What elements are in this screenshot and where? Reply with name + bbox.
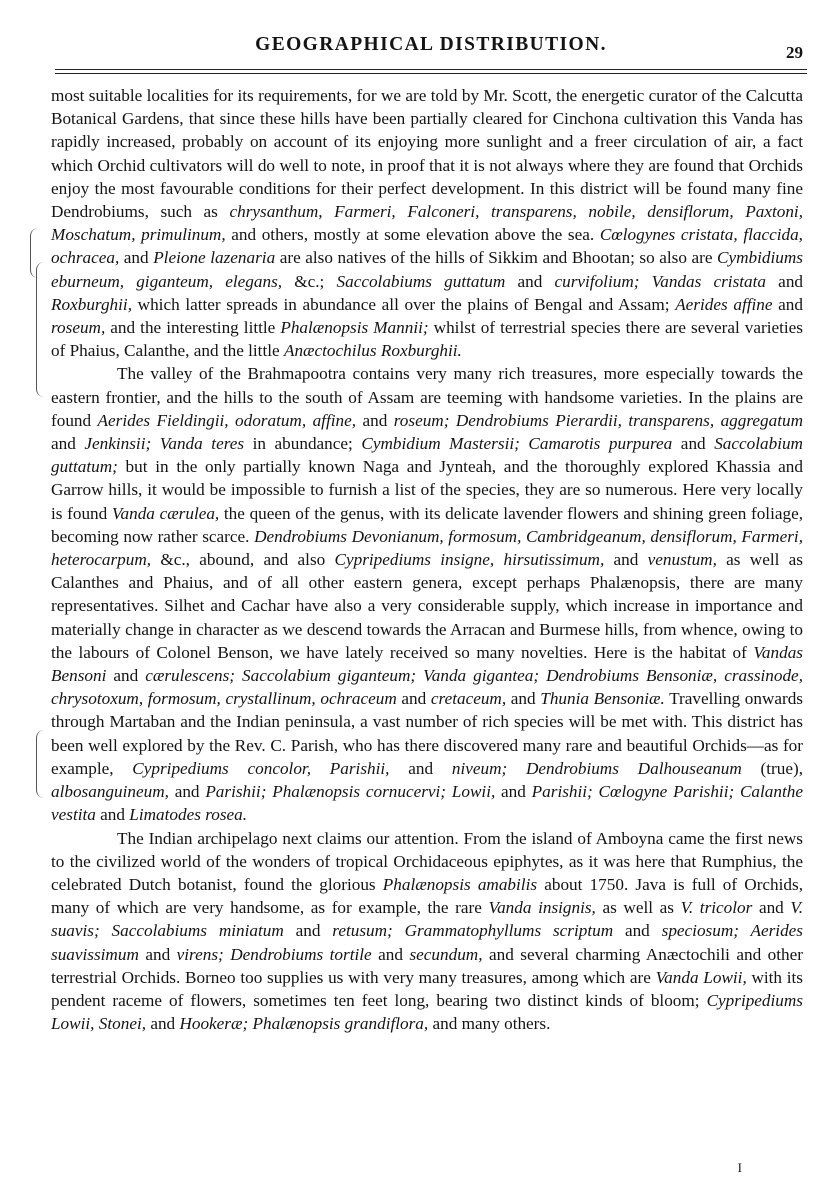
italic-run: retusum; Grammatophyllums scriptum (332, 921, 614, 941)
italic-run: cærulescens; Saccolabium giganteum; Vanda gigantea; Dendrobiums Bensoniæ, crassinode, chrysotoxum, formosum, crystallinum, ochraceum (51, 666, 803, 709)
italic-run: niveum; Dendrobiums Dalhouseanum (451, 758, 742, 778)
italic-run: Jenkinsii; Vanda teres (84, 434, 245, 454)
paragraph (51, 84, 803, 362)
text-run: and (766, 271, 804, 291)
text-run: and (356, 410, 394, 430)
header-rule-thin (55, 73, 807, 74)
italic-run: Dendrobiums Devonianum, formosum, Cambridgeanum, densiflorum, Farmeri, heterocarpum, (51, 526, 803, 570)
text-run: the queen of the genus, with its delicate lavender flowers and shining green foliage, becoming now rather scarce. (51, 503, 803, 546)
italic-run: roseum, (51, 318, 106, 338)
italic-run: Cypripediums concolor, Parishii, (132, 758, 390, 778)
italic-run: Saccolabium guttatum; (51, 434, 803, 477)
text-run: most suitable localities for its requirements, for we are told by Mr. Scott, the energetic curator of the Calcutta Botanical Gardens, that since these hills have been partially cleared for Cinchona cultivation this Vanda has rapidly increased, probably on account of its enjoying more sunlight and a freer circulation of air, a fact which Orchid cultivators will do well to note, in proof that it is not always where they are found that Orchids enjoy the most favourable conditions for their perfect development. In this district will be found many fine Dendrobiums, such as (51, 86, 803, 222)
text-run: and (283, 921, 333, 941)
italic-run: Vanda Lowii, (655, 967, 747, 987)
italic-run: Parishii; Cœlogyne Parishii; Calanthe vestita (51, 782, 803, 825)
page-number: 29 (786, 43, 803, 62)
text-run: but in the only partially known Naga and Jynteah, and the thoroughly explored Khassia and Garrow hills, it would be impossible to furnish a list of the species, they are so numerous. Here very locally is found (51, 457, 803, 523)
margin-pencil-mark (36, 730, 44, 798)
text-run: and (51, 434, 85, 454)
text-run: The valley of the Brahmapootra contains very many rich treasures, more especially towards the eastern frontier, and the hills to the south of Assam are teeming with handsome varieties. In the plains are found (51, 364, 803, 430)
text-run: and (396, 689, 431, 709)
page-header (55, 34, 807, 68)
text-run: &c., abound, and also (151, 550, 335, 570)
paragraph (51, 827, 803, 1036)
italic-run: Vanda insignis, (488, 898, 596, 918)
italic-run: roseum; Dendrobiums Pierardii, transparens, aggregatum (393, 410, 803, 430)
italic-run: Cymbidiums eburneum, giganteum, elegans, (51, 248, 803, 291)
signature-mark: I (737, 1160, 742, 1175)
header-rule (55, 69, 807, 70)
text-run: and (505, 271, 555, 291)
text-run: and (604, 550, 648, 570)
italic-run: albosanguineum, (51, 782, 169, 802)
text-run: The Indian archipelago next claims our attention. From the island of Amboyna came the first news to the civilized world of the wonders of tropical Orchidaceous epiphytes, as it was here that Rumphius, the celebrated Dutch botanist, found the glorious (51, 828, 803, 894)
italic-run: speciosum; Aerides suavissimum (51, 921, 803, 964)
text-run: with its pendent raceme of flowers, sometimes ten feet long, bearing two distinct kinds of bloom; (51, 967, 803, 1010)
italic-run: Cymbidium Mastersii; Camarotis purpurea (361, 434, 673, 454)
italic-run: Hookeræ; Phalænopsis grandiflora, (179, 1014, 429, 1034)
italic-run: Limatodes rosea. (129, 805, 248, 825)
italic-run: Parishii; Phalænopsis cornucervi; Lowii, (205, 782, 496, 802)
text-run: and (389, 758, 452, 778)
italic-run: virens; Dendrobiums tortile (176, 944, 372, 964)
text-run: in abundance; (244, 434, 362, 454)
italic-run: chrysanthum, Farmeri, Falconeri, transparens, nobile, densiflorum, Paxtoni, Moschatum, primulinum, (51, 202, 803, 245)
text-run: and (672, 434, 715, 454)
text-run: and (138, 944, 177, 964)
text-run: are also natives of the hills of Sikkim and Bhootan; so also are (275, 248, 718, 268)
text-run: and many others. (428, 1014, 551, 1034)
text-run: Travelling onwards through Martaban and the Indian peninsula, a vast number of rich species will be met with. This district has been well explored by the Rev. C. Parish, who has there discovered many rare and beautiful Orchids—as for example, (51, 689, 803, 778)
italic-run: V. suavis; Saccolabiums miniatum (51, 898, 803, 941)
text-run: and (506, 689, 541, 709)
italic-run: Roxburghii, (51, 294, 132, 314)
text-run: and (613, 921, 662, 941)
italic-run: Anæctochilus Roxburghii. (283, 341, 462, 361)
text-run: and several charming Anæctochili and other terrestrial Orchids. Borneo too supplies us with very many treasures, among which are (51, 944, 803, 987)
italic-run: Vanda cærulea, (111, 503, 220, 523)
italic-run: Thunia Bensoniæ. (540, 689, 665, 709)
italic-run: Phalænopsis Mannii; (280, 318, 429, 338)
italic-run: Aerides Fieldingii, odoratum, affine, (97, 410, 357, 430)
text-run: and (371, 944, 410, 964)
italic-run: secundum, (409, 944, 483, 964)
paragraph (51, 362, 803, 826)
text-run: and (106, 666, 146, 686)
text-run: and (146, 1014, 180, 1034)
text-run: and (95, 805, 130, 825)
body-text (51, 84, 803, 1035)
text-run: &c.; (282, 271, 337, 291)
italic-run: curvifolium; Vandas cristata (554, 271, 766, 291)
italic-run: cretaceum, (430, 689, 507, 709)
italic-run: Cypripediums insigne, hirsutissimum, (334, 550, 605, 570)
italic-run: Saccolabiums guttatum (336, 271, 506, 291)
text-run: and (495, 782, 532, 802)
italic-run: Cypripediums Lowii, Stonei, (51, 990, 803, 1034)
text-run: and others, mostly at some elevation above the sea. (225, 225, 600, 245)
margin-pencil-mark (36, 262, 44, 397)
italic-run: V. tricolor (680, 898, 753, 918)
italic-run: Phalænopsis amabilis (382, 874, 538, 894)
text-run: and (752, 898, 791, 918)
running-title: GEOGRAPHICAL DISTRIBUTION. (255, 34, 607, 55)
text-run: whilst of terrestrial species there are several varieties of Phaius, Calanthe, and the little (51, 318, 803, 361)
text-run: which latter spreads in abundance all over the plains of Bengal and Assam; (132, 294, 676, 314)
italic-run: Aerides affine (675, 294, 773, 314)
text-run: as well as (595, 898, 681, 918)
italic-run: Cœlogynes cristata, flaccida, ochracea, (51, 225, 803, 268)
text-run: and the interesting little (105, 318, 281, 338)
text-run: and (772, 294, 803, 314)
text-run: (true), (741, 758, 804, 778)
text-run: as well as Calanthes and Phaius, and of all other eastern genera, except perhaps Phalænopsis, there are many representatives. Silhet and Cachar have also a very considerable supply, which increase in importance and materially change in character as we descend towards the Arracan and Burmese hills, from whence, owing to the labours of Colonel Benson, we have lately received so many novelties. Here is the habitat of (51, 550, 803, 662)
italic-run: venustum, (647, 550, 717, 570)
italic-run: Pleione lazenaria (153, 248, 276, 268)
text-run: about 1750. Java is full of Orchids, many of which are very handsome, as for example, the rare (51, 874, 804, 918)
text-run: and (119, 248, 154, 268)
italic-run: Vandas Bensoni (51, 642, 803, 686)
text-run: and (168, 782, 206, 802)
